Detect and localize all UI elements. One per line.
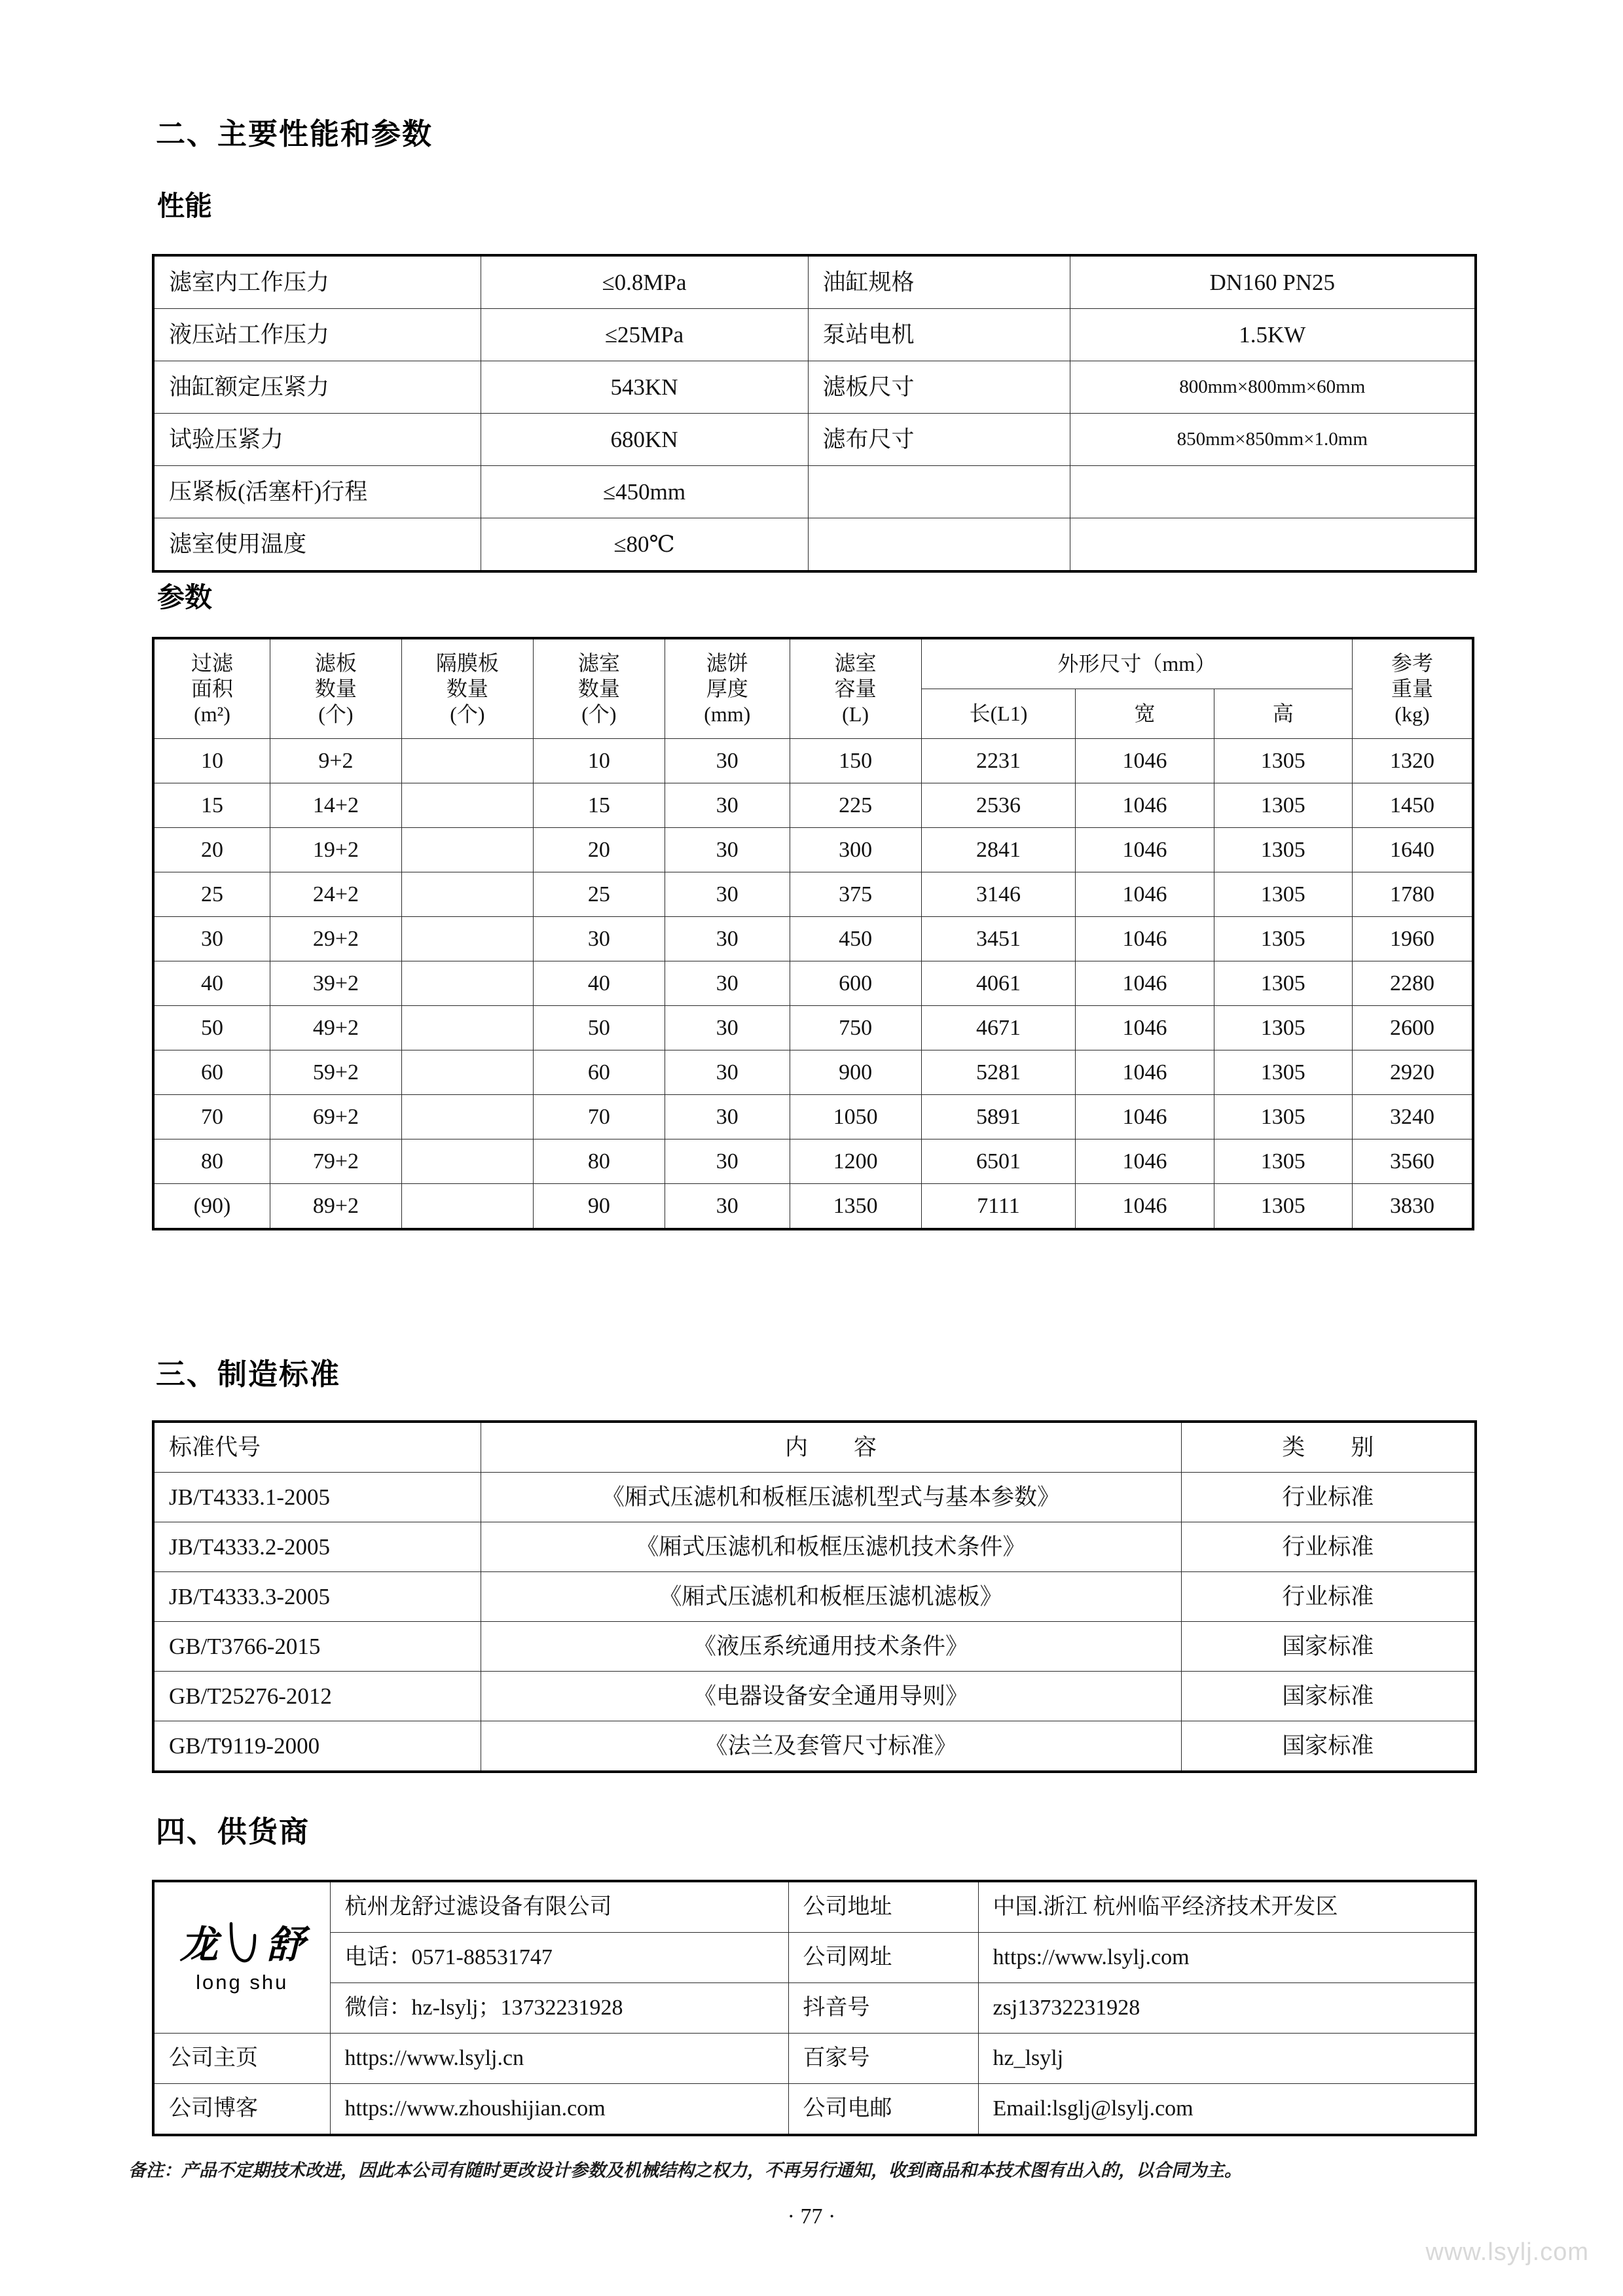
param-cell-plates: 79+2: [270, 1139, 401, 1184]
table-row: [153, 466, 1476, 518]
blog-label: 公司博客: [153, 2084, 330, 2136]
param-cell-height: 1305: [1214, 1184, 1352, 1230]
website-label: 公司网址: [788, 1933, 978, 1983]
logo-char-shu: 舒: [266, 1922, 304, 1967]
param-cell-diaphragm: [401, 828, 533, 872]
param-cell-diaphragm: [401, 783, 533, 828]
param-cell-weight: 3830: [1352, 1184, 1473, 1230]
table-row: [153, 1050, 1473, 1095]
param-cell-diaphragm: [401, 1139, 533, 1184]
homepage-value[interactable]: https://www.lsylj.cn: [330, 2034, 788, 2084]
parameters-table: [152, 637, 1474, 1230]
table-row: [153, 1473, 1476, 1522]
col-header-diaphragm: 隔膜板 数量 (个): [401, 638, 533, 739]
param-cell-height: 1305: [1214, 1139, 1352, 1184]
param-cell-weight: 2280: [1352, 961, 1473, 1006]
param-cell-area: 30: [153, 917, 270, 961]
param-cell-cake: 30: [665, 739, 790, 783]
param-cell-width: 1046: [1076, 1006, 1214, 1050]
std-cell-content: 《法兰及套管尺寸标准》: [481, 1721, 1181, 1772]
param-cell-area: 10: [153, 739, 270, 783]
param-cell-width: 1046: [1076, 917, 1214, 961]
param-cell-chambers: 10: [533, 739, 665, 783]
logo-hook-icon: [222, 1921, 263, 1968]
param-cell-chambers: 40: [533, 961, 665, 1006]
std-cell-category: 国家标准: [1181, 1672, 1476, 1721]
wechat-value: 微信：hz-lsylj；13732231928: [330, 1983, 788, 2034]
perf-label: 压紧板(活塞杆)行程: [153, 466, 481, 518]
param-cell-cake: 30: [665, 783, 790, 828]
param-cell-plates: 29+2: [270, 917, 401, 961]
param-cell-height: 1305: [1214, 872, 1352, 917]
param-cell-length: 3146: [921, 872, 1076, 917]
col-header-length: 长(L1): [921, 689, 1076, 739]
table-row: [153, 1721, 1476, 1772]
param-header-row: [153, 638, 1473, 689]
col-header-chambers: 滤室 数量 (个): [533, 638, 665, 739]
subheading-params: 参数: [157, 581, 213, 613]
company-name: 杭州龙舒过滤设备有限公司: [330, 1881, 788, 1933]
perf-value: ≤25MPa: [481, 309, 808, 361]
table-row: [153, 361, 1476, 414]
perf-label-2: 油缸规格: [808, 255, 1070, 309]
table-row: [153, 1983, 1476, 2034]
table-row: [153, 1881, 1476, 1933]
param-cell-weight: 3560: [1352, 1139, 1473, 1184]
section-heading-standards: 三、制造标准: [156, 1357, 341, 1391]
param-cell-chambers: 90: [533, 1184, 665, 1230]
param-cell-area: 50: [153, 1006, 270, 1050]
param-cell-length: 4061: [921, 961, 1076, 1006]
col-header-volume: 滤室 容量 (L): [790, 638, 921, 739]
table-row: [153, 309, 1476, 361]
param-cell-height: 1305: [1214, 828, 1352, 872]
address-value: 中国.浙江 杭州临平经济技术开发区: [978, 1881, 1476, 1933]
homepage-label: 公司主页: [153, 2034, 330, 2084]
param-cell-length: 5891: [921, 1095, 1076, 1139]
perf-label: 滤室内工作压力: [153, 255, 481, 309]
table-row: [153, 828, 1473, 872]
standards-table: [152, 1420, 1477, 1773]
col-header-outline: 外形尺寸（mm）: [921, 638, 1352, 689]
param-cell-weight: 2600: [1352, 1006, 1473, 1050]
param-cell-diaphragm: [401, 872, 533, 917]
param-cell-cake: 30: [665, 917, 790, 961]
param-cell-width: 1046: [1076, 1050, 1214, 1095]
param-cell-width: 1046: [1076, 961, 1214, 1006]
col-header-cake: 滤饼 厚度 (mm): [665, 638, 790, 739]
param-cell-chambers: 20: [533, 828, 665, 872]
param-cell-area: 40: [153, 961, 270, 1006]
param-cell-chambers: 25: [533, 872, 665, 917]
subheading-performance: 性能: [157, 190, 213, 222]
std-cell-code: JB/T4333.2-2005: [153, 1522, 481, 1572]
perf-label-2: 泵站电机: [808, 309, 1070, 361]
param-cell-height: 1305: [1214, 1050, 1352, 1095]
param-cell-length: 2231: [921, 739, 1076, 783]
param-cell-weight: 1450: [1352, 783, 1473, 828]
param-cell-width: 1046: [1076, 1139, 1214, 1184]
param-cell-width: 1046: [1076, 872, 1214, 917]
logo-char-long: 龙: [179, 1922, 218, 1967]
param-cell-diaphragm: [401, 1095, 533, 1139]
table-row: [153, 255, 1476, 309]
perf-value-2: DN160 PN25: [1070, 255, 1476, 309]
std-cell-content: 《电器设备安全通用导则》: [481, 1672, 1181, 1721]
param-cell-chambers: 60: [533, 1050, 665, 1095]
param-cell-volume: 1050: [790, 1095, 921, 1139]
param-cell-diaphragm: [401, 1184, 533, 1230]
table-row: [153, 1095, 1473, 1139]
col-header-std-code: 标准代号: [153, 1422, 481, 1473]
table-row: [153, 1006, 1473, 1050]
param-cell-diaphragm: [401, 739, 533, 783]
watermark: www.lsylj.com: [1425, 2238, 1589, 2266]
perf-empty-cell: [1070, 466, 1476, 518]
param-cell-plates: 24+2: [270, 872, 401, 917]
param-cell-plates: 49+2: [270, 1006, 401, 1050]
std-cell-content: 《厢式压滤机和板框压滤机技术条件》: [481, 1522, 1181, 1572]
param-cell-volume: 150: [790, 739, 921, 783]
col-header-area: 过滤 面积 (m²): [153, 638, 270, 739]
table-row: [153, 1139, 1473, 1184]
param-cell-height: 1305: [1214, 961, 1352, 1006]
col-header-height: 高: [1214, 689, 1352, 739]
param-cell-cake: 30: [665, 961, 790, 1006]
perf-value-2: 850mm×850mm×1.0mm: [1070, 414, 1476, 466]
param-cell-length: 2536: [921, 783, 1076, 828]
param-cell-plates: 9+2: [270, 739, 401, 783]
perf-value: ≤80℃: [481, 518, 808, 572]
table-row: [153, 739, 1473, 783]
perf-value-2: 1.5KW: [1070, 309, 1476, 361]
param-cell-chambers: 30: [533, 917, 665, 961]
table-row: [153, 1622, 1476, 1672]
col-header-std-category: 类 别: [1181, 1422, 1476, 1473]
std-cell-code: GB/T3766-2015: [153, 1622, 481, 1672]
std-cell-content: 《厢式压滤机和板框压滤机滤板》: [481, 1572, 1181, 1622]
baijia-value: hz_lsylj: [978, 2034, 1476, 2084]
perf-label: 液压站工作压力: [153, 309, 481, 361]
param-cell-chambers: 80: [533, 1139, 665, 1184]
param-cell-volume: 600: [790, 961, 921, 1006]
param-cell-height: 1305: [1214, 917, 1352, 961]
param-cell-diaphragm: [401, 1006, 533, 1050]
param-cell-diaphragm: [401, 917, 533, 961]
param-cell-plates: 14+2: [270, 783, 401, 828]
email-label: 公司电邮: [788, 2084, 978, 2136]
param-cell-volume: 1200: [790, 1139, 921, 1184]
std-cell-content: 《液压系统通用技术条件》: [481, 1622, 1181, 1672]
table-row: [153, 1672, 1476, 1721]
std-cell-code: GB/T9119-2000: [153, 1721, 481, 1772]
douyin-value: zsj13732231928: [978, 1983, 1476, 2034]
perf-value: 543KN: [481, 361, 808, 414]
param-cell-weight: 1320: [1352, 739, 1473, 783]
std-cell-content: 《厢式压滤机和板框压滤机型式与基本参数》: [481, 1473, 1181, 1522]
std-cell-code: JB/T4333.1-2005: [153, 1473, 481, 1522]
param-cell-volume: 450: [790, 917, 921, 961]
perf-value: ≤450mm: [481, 466, 808, 518]
param-cell-weight: 1780: [1352, 872, 1473, 917]
table-row: [153, 1572, 1476, 1622]
param-cell-area: 80: [153, 1139, 270, 1184]
perf-value: 680KN: [481, 414, 808, 466]
douyin-label: 抖音号: [788, 1983, 978, 2034]
website-value[interactable]: https://www.lsylj.com: [978, 1933, 1476, 1983]
std-cell-category: 国家标准: [1181, 1721, 1476, 1772]
table-row: [153, 2034, 1476, 2084]
param-cell-volume: 900: [790, 1050, 921, 1095]
param-cell-height: 1305: [1214, 1006, 1352, 1050]
param-cell-weight: 3240: [1352, 1095, 1473, 1139]
table-row: [153, 961, 1473, 1006]
section-heading-performance: 二、主要性能和参数: [156, 117, 433, 151]
param-cell-cake: 30: [665, 1095, 790, 1139]
param-cell-volume: 1350: [790, 1184, 921, 1230]
param-cell-chambers: 70: [533, 1095, 665, 1139]
param-cell-volume: 225: [790, 783, 921, 828]
std-cell-category: 行业标准: [1181, 1572, 1476, 1622]
std-cell-category: 国家标准: [1181, 1622, 1476, 1672]
table-row: [153, 917, 1473, 961]
page-number: · 77 ·: [787, 2204, 836, 2229]
perf-label: 滤室使用温度: [153, 518, 481, 572]
param-cell-area: 60: [153, 1050, 270, 1095]
param-cell-chambers: 15: [533, 783, 665, 828]
table-row: [153, 783, 1473, 828]
std-header-row: [153, 1422, 1476, 1473]
table-row: [153, 2084, 1476, 2136]
logo-pinyin: long shu: [196, 1970, 289, 1994]
param-cell-cake: 30: [665, 1139, 790, 1184]
param-cell-height: 1305: [1214, 1095, 1352, 1139]
param-cell-plates: 59+2: [270, 1050, 401, 1095]
performance-table: [152, 254, 1477, 573]
table-row: [153, 414, 1476, 466]
std-cell-code: JB/T4333.3-2005: [153, 1572, 481, 1622]
email-value[interactable]: Email:lsglj@lsylj.com: [978, 2084, 1476, 2136]
address-label: 公司地址: [788, 1881, 978, 1933]
param-cell-area: 20: [153, 828, 270, 872]
param-cell-weight: 1640: [1352, 828, 1473, 872]
param-cell-length: 2841: [921, 828, 1076, 872]
param-cell-area: 70: [153, 1095, 270, 1139]
col-header-plates: 滤板 数量 (个): [270, 638, 401, 739]
param-cell-length: 5281: [921, 1050, 1076, 1095]
std-cell-code: GB/T25276-2012: [153, 1672, 481, 1721]
blog-value[interactable]: https://www.zhoushijian.com: [330, 2084, 788, 2136]
perf-empty-cell: [808, 466, 1070, 518]
param-cell-plates: 39+2: [270, 961, 401, 1006]
perf-label: 油缸额定压紧力: [153, 361, 481, 414]
param-cell-plates: 89+2: [270, 1184, 401, 1230]
perf-label-2: 滤布尺寸: [808, 414, 1070, 466]
param-cell-plates: 69+2: [270, 1095, 401, 1139]
param-cell-cake: 30: [665, 1050, 790, 1095]
perf-label: 试验压紧力: [153, 414, 481, 466]
table-row: [153, 1933, 1476, 1983]
std-cell-category: 行业标准: [1181, 1473, 1476, 1522]
param-cell-volume: 375: [790, 872, 921, 917]
table-row: [153, 518, 1476, 572]
param-cell-area: 15: [153, 783, 270, 828]
section-heading-supplier: 四、供货商: [156, 1814, 310, 1849]
param-cell-length: 3451: [921, 917, 1076, 961]
perf-label-2: 滤板尺寸: [808, 361, 1070, 414]
param-cell-width: 1046: [1076, 1095, 1214, 1139]
table-row: [153, 1184, 1473, 1230]
param-cell-length: 6501: [921, 1139, 1076, 1184]
param-cell-height: 1305: [1214, 739, 1352, 783]
param-cell-length: 7111: [921, 1184, 1076, 1230]
param-cell-diaphragm: [401, 1050, 533, 1095]
param-cell-width: 1046: [1076, 739, 1214, 783]
perf-empty-cell: [1070, 518, 1476, 572]
std-cell-category: 行业标准: [1181, 1522, 1476, 1572]
param-cell-volume: 750: [790, 1006, 921, 1050]
phone-value: 电话：0571-88531747: [330, 1933, 788, 1983]
param-cell-area: 25: [153, 872, 270, 917]
table-row: [153, 872, 1473, 917]
baijia-label: 百家号: [788, 2034, 978, 2084]
param-cell-weight: 2920: [1352, 1050, 1473, 1095]
param-cell-width: 1046: [1076, 828, 1214, 872]
param-cell-area: (90): [153, 1184, 270, 1230]
col-header-weight: 参考 重量 (kg): [1352, 638, 1473, 739]
perf-value-2: 800mm×800mm×60mm: [1070, 361, 1476, 414]
param-cell-height: 1305: [1214, 783, 1352, 828]
param-cell-width: 1046: [1076, 783, 1214, 828]
param-cell-cake: 30: [665, 1006, 790, 1050]
param-cell-chambers: 50: [533, 1006, 665, 1050]
param-cell-length: 4671: [921, 1006, 1076, 1050]
param-cell-weight: 1960: [1352, 917, 1473, 961]
table-row: [153, 1522, 1476, 1572]
supplier-table: [152, 1880, 1477, 2136]
param-cell-plates: 19+2: [270, 828, 401, 872]
param-cell-cake: 30: [665, 1184, 790, 1230]
param-cell-volume: 300: [790, 828, 921, 872]
param-cell-width: 1046: [1076, 1184, 1214, 1230]
company-logo: [153, 1881, 330, 2034]
perf-empty-cell: [808, 518, 1070, 572]
col-header-width: 宽: [1076, 689, 1214, 739]
param-cell-cake: 30: [665, 872, 790, 917]
perf-value: ≤0.8MPa: [481, 255, 808, 309]
param-cell-cake: 30: [665, 828, 790, 872]
param-cell-diaphragm: [401, 961, 533, 1006]
col-header-std-content: 内 容: [481, 1422, 1181, 1473]
footer-note: 备注：产品不定期技术改进，因此本公司有随时更改设计参数及机械结构之权力，不再另行通知，收到商品和本技术图有出入的，以合同为主。: [128, 2161, 1242, 2181]
